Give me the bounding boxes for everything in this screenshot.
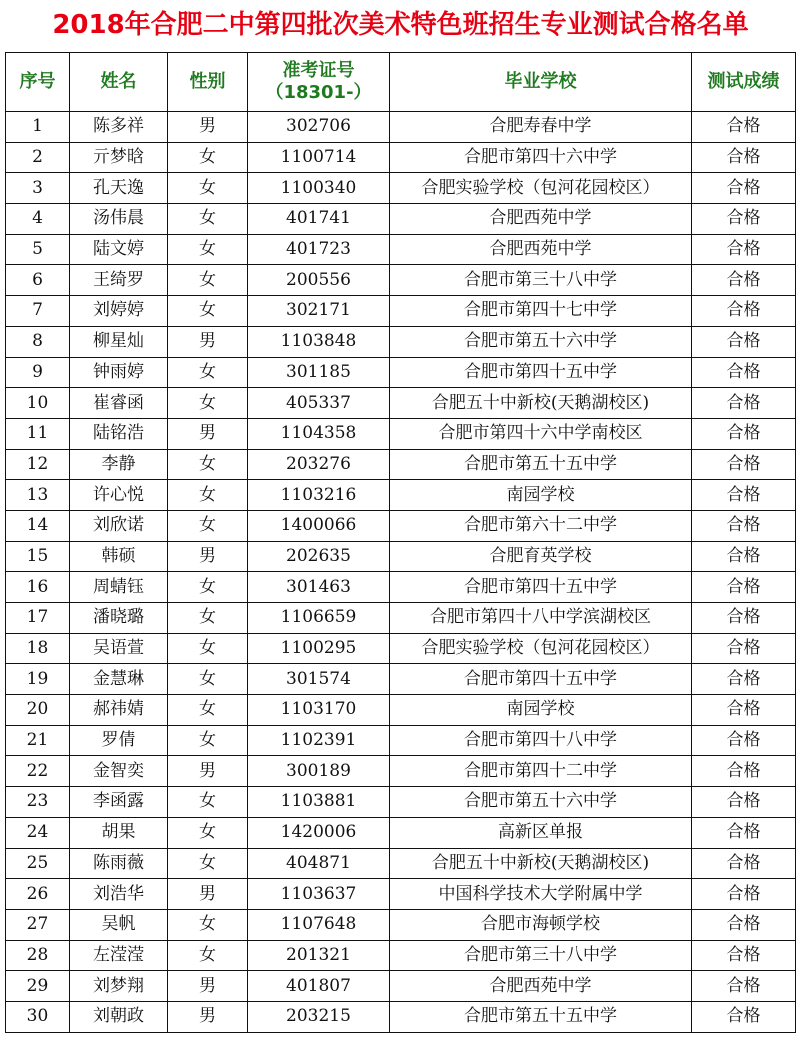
cell-name: 王绮罗 <box>70 265 168 296</box>
cell-index: 10 <box>6 388 70 419</box>
cell-index: 19 <box>6 664 70 695</box>
cell-result: 合格 <box>692 971 796 1002</box>
table-row <box>6 296 796 327</box>
cell-school: 合肥市第四十二中学 <box>390 756 692 787</box>
cell-name: 金智奕 <box>70 756 168 787</box>
cell-result: 合格 <box>692 664 796 695</box>
table-row <box>6 725 796 756</box>
cell-name: 潘晓璐 <box>70 603 168 634</box>
cell-ticket: 302171 <box>248 296 390 327</box>
cell-result: 合格 <box>692 296 796 327</box>
table-row <box>6 142 796 173</box>
cell-gender: 男 <box>168 326 248 357</box>
cell-school: 合肥市第三十八中学 <box>390 265 692 296</box>
cell-index: 1 <box>6 112 70 143</box>
cell-school: 合肥市第四十六中学 <box>390 142 692 173</box>
cell-result: 合格 <box>692 1001 796 1032</box>
cell-school: 合肥市第五十五中学 <box>390 1001 692 1032</box>
header-ticket-label: 准考证号 <box>282 60 355 81</box>
cell-gender: 男 <box>168 756 248 787</box>
cell-ticket: 1100340 <box>248 173 390 204</box>
cell-name: 柳星灿 <box>70 326 168 357</box>
cell-name: 钟雨婷 <box>70 357 168 388</box>
cell-index: 11 <box>6 418 70 449</box>
cell-ticket: 203215 <box>248 1001 390 1032</box>
cell-school: 合肥市海顿学校 <box>390 909 692 940</box>
cell-result: 合格 <box>692 756 796 787</box>
cell-index: 18 <box>6 633 70 664</box>
cell-index: 3 <box>6 173 70 204</box>
cell-ticket: 1400066 <box>248 510 390 541</box>
cell-school: 合肥市第六十二中学 <box>390 510 692 541</box>
cell-ticket: 1420006 <box>248 817 390 848</box>
cell-gender: 女 <box>168 633 248 664</box>
cell-index: 23 <box>6 787 70 818</box>
cell-index: 2 <box>6 142 70 173</box>
cell-name: 胡果 <box>70 817 168 848</box>
cell-name: 金慧琳 <box>70 664 168 695</box>
cell-ticket: 404871 <box>248 848 390 879</box>
cell-school: 合肥西苑中学 <box>390 971 692 1002</box>
table-row <box>6 940 796 971</box>
cell-ticket: 401723 <box>248 234 390 265</box>
cell-gender: 女 <box>168 449 248 480</box>
table-row <box>6 633 796 664</box>
cell-result: 合格 <box>692 725 796 756</box>
cell-school: 中国科学技术大学附属中学 <box>390 879 692 910</box>
table-row <box>6 909 796 940</box>
cell-gender: 女 <box>168 296 248 327</box>
cell-result: 合格 <box>692 695 796 726</box>
cell-ticket: 200556 <box>248 265 390 296</box>
cell-gender: 女 <box>168 173 248 204</box>
cell-name: 汤伟晨 <box>70 204 168 235</box>
header-result: 测试成绩 <box>692 53 796 112</box>
results-table <box>5 52 796 1033</box>
cell-name: 崔睿函 <box>70 388 168 419</box>
cell-index: 17 <box>6 603 70 634</box>
cell-ticket: 301463 <box>248 572 390 603</box>
cell-index: 27 <box>6 909 70 940</box>
cell-index: 25 <box>6 848 70 879</box>
cell-gender: 女 <box>168 234 248 265</box>
cell-result: 合格 <box>692 173 796 204</box>
header-ticket <box>248 53 390 112</box>
cell-name: 陈多祥 <box>70 112 168 143</box>
cell-name: 韩硕 <box>70 541 168 572</box>
cell-index: 29 <box>6 971 70 1002</box>
cell-gender: 女 <box>168 480 248 511</box>
cell-gender: 女 <box>168 695 248 726</box>
table-row <box>6 388 796 419</box>
cell-gender: 女 <box>168 204 248 235</box>
cell-result: 合格 <box>692 449 796 480</box>
cell-result: 合格 <box>692 940 796 971</box>
table-row <box>6 418 796 449</box>
cell-ticket: 202635 <box>248 541 390 572</box>
table-row <box>6 541 796 572</box>
cell-school: 合肥市第四十六中学南校区 <box>390 418 692 449</box>
cell-name: 孔天逸 <box>70 173 168 204</box>
cell-gender: 女 <box>168 940 248 971</box>
cell-ticket: 1103170 <box>248 695 390 726</box>
cell-gender: 男 <box>168 879 248 910</box>
cell-index: 5 <box>6 234 70 265</box>
table-header-row <box>6 53 796 112</box>
cell-index: 8 <box>6 326 70 357</box>
header-name: 姓名 <box>70 53 168 112</box>
cell-gender: 女 <box>168 725 248 756</box>
table-row <box>6 848 796 879</box>
cell-ticket: 401807 <box>248 971 390 1002</box>
table-row <box>6 112 796 143</box>
cell-result: 合格 <box>692 265 796 296</box>
header-gender: 性别 <box>168 53 248 112</box>
cell-index: 13 <box>6 480 70 511</box>
cell-gender: 女 <box>168 817 248 848</box>
cell-ticket: 1103848 <box>248 326 390 357</box>
cell-school: 合肥市第四十八中学 <box>390 725 692 756</box>
cell-name: 刘浩华 <box>70 879 168 910</box>
cell-school: 高新区单报 <box>390 817 692 848</box>
cell-result: 合格 <box>692 357 796 388</box>
cell-ticket: 302706 <box>248 112 390 143</box>
cell-result: 合格 <box>692 234 796 265</box>
cell-result: 合格 <box>692 510 796 541</box>
cell-index: 6 <box>6 265 70 296</box>
cell-index: 12 <box>6 449 70 480</box>
cell-name: 陆文婷 <box>70 234 168 265</box>
cell-gender: 男 <box>168 112 248 143</box>
cell-result: 合格 <box>692 572 796 603</box>
table-row <box>6 480 796 511</box>
cell-name: 左滢滢 <box>70 940 168 971</box>
cell-school: 合肥市第四十八中学滨湖校区 <box>390 603 692 634</box>
cell-school: 合肥西苑中学 <box>390 234 692 265</box>
cell-name: 李函露 <box>70 787 168 818</box>
table-body <box>6 112 796 1033</box>
cell-school: 合肥市第四十五中学 <box>390 664 692 695</box>
table-row <box>6 971 796 1002</box>
cell-school: 合肥寿春中学 <box>390 112 692 143</box>
cell-index: 21 <box>6 725 70 756</box>
cell-school: 合肥西苑中学 <box>390 204 692 235</box>
cell-gender: 男 <box>168 971 248 1002</box>
cell-index: 20 <box>6 695 70 726</box>
cell-gender: 女 <box>168 510 248 541</box>
cell-gender: 女 <box>168 357 248 388</box>
cell-index: 9 <box>6 357 70 388</box>
cell-school: 南园学校 <box>390 480 692 511</box>
cell-index: 28 <box>6 940 70 971</box>
cell-result: 合格 <box>692 848 796 879</box>
cell-index: 15 <box>6 541 70 572</box>
cell-result: 合格 <box>692 787 796 818</box>
cell-school: 合肥市第五十六中学 <box>390 787 692 818</box>
cell-result: 合格 <box>692 633 796 664</box>
header-index: 序号 <box>6 53 70 112</box>
cell-result: 合格 <box>692 326 796 357</box>
table-row <box>6 756 796 787</box>
cell-gender: 男 <box>168 541 248 572</box>
cell-name: 刘梦翔 <box>70 971 168 1002</box>
cell-school: 合肥实验学校（包河花园校区） <box>390 173 692 204</box>
cell-school: 合肥市第五十六中学 <box>390 326 692 357</box>
table-row <box>6 510 796 541</box>
cell-index: 4 <box>6 204 70 235</box>
cell-school: 合肥五十中新校(天鹅湖校区) <box>390 388 692 419</box>
cell-result: 合格 <box>692 541 796 572</box>
cell-school: 合肥市第五十五中学 <box>390 449 692 480</box>
cell-result: 合格 <box>692 879 796 910</box>
cell-name: 陈雨薇 <box>70 848 168 879</box>
cell-index: 16 <box>6 572 70 603</box>
table-row <box>6 817 796 848</box>
cell-ticket: 1107648 <box>248 909 390 940</box>
cell-result: 合格 <box>692 388 796 419</box>
cell-gender: 女 <box>168 142 248 173</box>
cell-name: 刘朝政 <box>70 1001 168 1032</box>
cell-school: 合肥五十中新校(天鹅湖校区) <box>390 848 692 879</box>
cell-gender: 女 <box>168 787 248 818</box>
cell-result: 合格 <box>692 112 796 143</box>
cell-gender: 女 <box>168 603 248 634</box>
cell-school: 合肥市第三十八中学 <box>390 940 692 971</box>
cell-gender: 女 <box>168 265 248 296</box>
cell-result: 合格 <box>692 603 796 634</box>
cell-ticket: 203276 <box>248 449 390 480</box>
table-row <box>6 449 796 480</box>
cell-result: 合格 <box>692 480 796 511</box>
cell-index: 24 <box>6 817 70 848</box>
cell-gender: 女 <box>168 388 248 419</box>
cell-ticket: 301574 <box>248 664 390 695</box>
cell-gender: 女 <box>168 909 248 940</box>
cell-result: 合格 <box>692 817 796 848</box>
cell-school: 合肥市第四十七中学 <box>390 296 692 327</box>
cell-school: 合肥育英学校 <box>390 541 692 572</box>
cell-name: 周蜻钰 <box>70 572 168 603</box>
cell-ticket: 1100714 <box>248 142 390 173</box>
cell-result: 合格 <box>692 909 796 940</box>
cell-school: 南园学校 <box>390 695 692 726</box>
cell-gender: 女 <box>168 664 248 695</box>
cell-name: 吴语萱 <box>70 633 168 664</box>
table-row <box>6 326 796 357</box>
table-row <box>6 664 796 695</box>
cell-gender: 男 <box>168 1001 248 1032</box>
table-row <box>6 572 796 603</box>
cell-gender: 女 <box>168 572 248 603</box>
cell-result: 合格 <box>692 204 796 235</box>
cell-ticket: 301185 <box>248 357 390 388</box>
cell-name: 刘婷婷 <box>70 296 168 327</box>
table-row <box>6 173 796 204</box>
cell-result: 合格 <box>692 142 796 173</box>
cell-ticket: 201321 <box>248 940 390 971</box>
cell-index: 30 <box>6 1001 70 1032</box>
cell-school: 合肥市第四十五中学 <box>390 572 692 603</box>
cell-index: 22 <box>6 756 70 787</box>
cell-ticket: 1103216 <box>248 480 390 511</box>
cell-index: 26 <box>6 879 70 910</box>
cell-school: 合肥实验学校（包河花园校区） <box>390 633 692 664</box>
cell-name: 亓梦晗 <box>70 142 168 173</box>
cell-ticket: 401741 <box>248 204 390 235</box>
table-row <box>6 204 796 235</box>
cell-name: 吴帆 <box>70 909 168 940</box>
page-title: 2018年合肥二中第四批次美术特色班招生专业测试合格名单 <box>52 10 749 40</box>
table-row <box>6 603 796 634</box>
table-row <box>6 357 796 388</box>
cell-ticket: 1106659 <box>248 603 390 634</box>
cell-ticket: 1103881 <box>248 787 390 818</box>
cell-name: 陆铭浩 <box>70 418 168 449</box>
table-row <box>6 787 796 818</box>
cell-result: 合格 <box>692 418 796 449</box>
cell-name: 罗倩 <box>70 725 168 756</box>
cell-gender: 男 <box>168 418 248 449</box>
table-row <box>6 879 796 910</box>
cell-name: 李静 <box>70 449 168 480</box>
cell-index: 7 <box>6 296 70 327</box>
table-row <box>6 1001 796 1032</box>
cell-ticket: 1104358 <box>248 418 390 449</box>
cell-gender: 女 <box>168 848 248 879</box>
header-school: 毕业学校 <box>390 53 692 112</box>
cell-school: 合肥市第四十五中学 <box>390 357 692 388</box>
cell-name: 刘欣诺 <box>70 510 168 541</box>
header-ticket-note: （18301-） <box>265 82 372 103</box>
table-row <box>6 265 796 296</box>
table-row <box>6 695 796 726</box>
cell-ticket: 1103637 <box>248 879 390 910</box>
cell-ticket: 1102391 <box>248 725 390 756</box>
cell-name: 郝祎婧 <box>70 695 168 726</box>
cell-ticket: 300189 <box>248 756 390 787</box>
cell-ticket: 405337 <box>248 388 390 419</box>
table-row <box>6 234 796 265</box>
cell-ticket: 1100295 <box>248 633 390 664</box>
cell-name: 许心悦 <box>70 480 168 511</box>
cell-index: 14 <box>6 510 70 541</box>
